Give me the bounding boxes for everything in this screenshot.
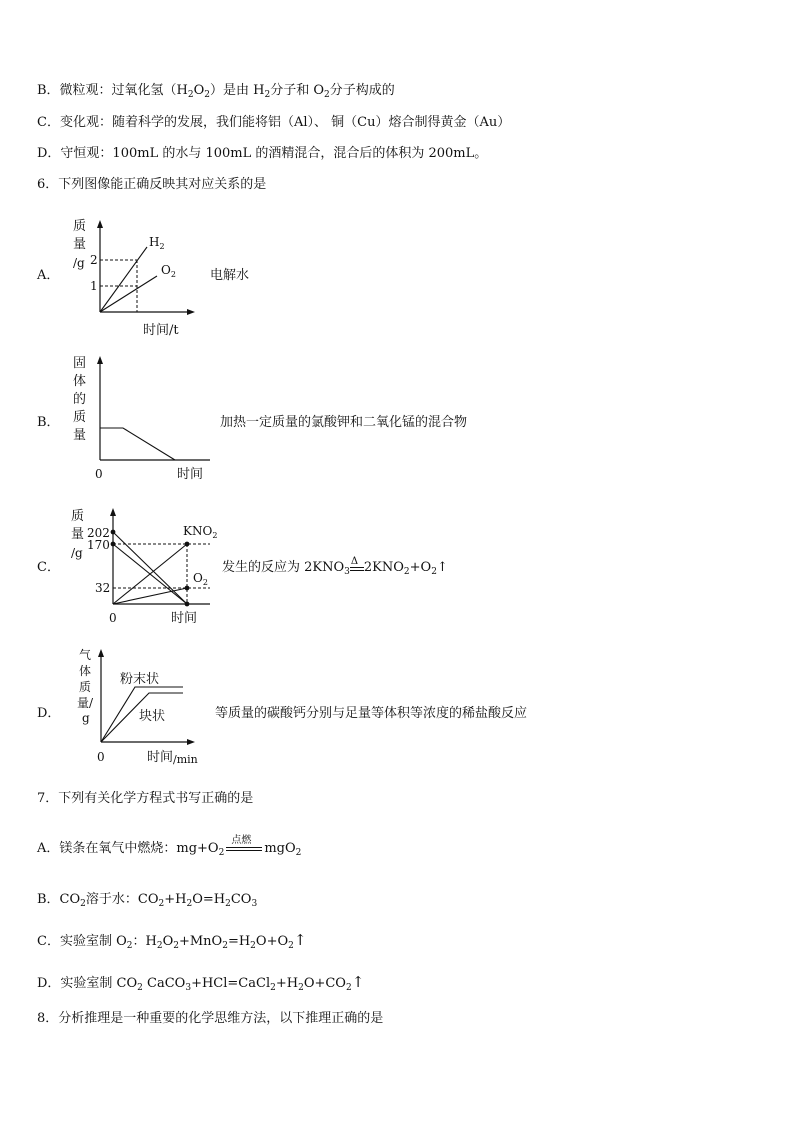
graph-c-tick-170: 170 — [87, 538, 110, 552]
graph-c-tick-202: 202 — [87, 526, 110, 540]
graph-d-y-arrow — [98, 649, 104, 657]
q7-option-d: D．实验室制 $CO_2$ $CaCO_3+HCl=CaCl_2+H_2O+CO_2↑$ — [37, 973, 365, 993]
graph-c-xlabel: 时间 — [171, 611, 198, 626]
graph-d-powder-label: 粉末状 — [120, 672, 160, 687]
q5-option-b: B．微粒观：过氧化氢$(H_2O_2)$是由 $H_2$分子和 $O_2$分子构成的 — [37, 83, 395, 100]
graph-d-origin: 0 — [97, 750, 105, 764]
graph-c-ylabel-1: 质 — [71, 509, 85, 524]
q8-stem: 8．分析推理是一种重要的化学思维方法，以下推理正确的是 — [37, 1011, 384, 1026]
graph-c-point-kno2 — [185, 542, 190, 547]
graph-b-origin: 0 — [95, 467, 103, 481]
graph-a-h2-label: $H_2$ — [149, 235, 165, 251]
q6-graph-a — [65, 212, 205, 340]
q7-option-c: C．实验室制 $O_2$：$H_2O_2+MnO_2=H_2O+O_2↑$ — [37, 931, 307, 951]
graph-c-y-arrow — [110, 508, 116, 516]
q7-stem: 7．下列有关化学方程式书写正确的是 — [37, 791, 254, 806]
graph-a-o2-line — [100, 276, 157, 312]
q6-option-d-desc: 等质量的碳酸钙分别与足量等体积等浓度的稀盐酸反应 — [215, 706, 528, 721]
q7-option-a: A．镁条在氧气中燃烧：$mg+O_2$ 点燃 mgO$_2$ — [37, 834, 302, 858]
graph-b-curve — [100, 428, 175, 460]
graph-c-ylabel-3: /g — [71, 546, 83, 560]
q7-option-b: B．$CO_2$溶于水：$CO_2+H_2O=H_2CO_3$ — [37, 892, 258, 909]
q5-option-c: C．变化观：随着科学的发展，我们能将铝（Al）、 铜（Cu）熔合制得黄金（Au） — [37, 115, 511, 130]
graph-a-tick-2: 2 — [90, 253, 98, 267]
q6-stem: 6．下列图像能正确反映其对应关系的是 — [37, 177, 267, 192]
graph-c-point-170 — [111, 542, 116, 547]
graph-a-y-arrow — [97, 220, 103, 228]
graph-d-block-label: 块状 — [139, 709, 166, 724]
graph-b-y-arrow — [97, 356, 103, 364]
q6-graph-b — [65, 350, 225, 485]
q6-option-c-desc: 发生的反应为 $2KNO_3$ Δ $2KNO_2+O_2↑$ — [222, 556, 448, 577]
graph-c-solid-line — [113, 532, 187, 604]
graph-d-ylabel-5: g — [82, 711, 90, 725]
q5-option-d: D．守恒观：100mL 的水与 100mL 的酒精混合，混合后的体积为 200mL。 — [37, 146, 488, 161]
graph-a-xlabel: 时间/t — [143, 323, 179, 338]
graph-a-x-arrow — [187, 309, 195, 315]
graph-c-o2-label: $O_2$ — [193, 571, 208, 587]
graph-a-ylabel-2: 量 — [73, 237, 87, 252]
graph-c-kno2-label: $KNO_2$ — [183, 524, 218, 540]
graph-a-tick-1: 1 — [90, 279, 98, 293]
q6-option-a-desc: 电解水 — [210, 268, 250, 283]
graph-b-xlabel: 时间 — [177, 467, 204, 482]
graph-c-ylabel-2: 量 — [71, 527, 85, 542]
graph-d-ylabel-3: 质 — [79, 680, 92, 694]
q6-option-d-label: D． — [37, 706, 61, 721]
graph-d-ylabel-1: 气 — [79, 648, 92, 662]
q6-option-a-label: A． — [37, 268, 60, 283]
graph-d-ylabel-4: 量/ — [77, 696, 94, 710]
graph-c-point-202 — [111, 530, 116, 535]
graph-c-point-o2 — [185, 586, 190, 591]
graph-a-o2-label: $O_2$ — [161, 263, 176, 279]
graph-d-ylabel-2: 体 — [79, 664, 92, 678]
graph-c-point-end — [185, 602, 190, 607]
graph-c-tick-32: 32 — [95, 581, 111, 595]
q6-option-b-desc: 加热一定质量的氯酸钾和二氧化锰的混合物 — [220, 415, 468, 430]
graph-c-o2-line — [113, 588, 187, 604]
graph-d-x-arrow — [187, 739, 195, 745]
graph-a-ylabel-1: 质 — [73, 219, 87, 234]
graph-a-h2-line — [100, 247, 147, 312]
graph-b-ylabel-1: 固 — [73, 356, 87, 371]
graph-a-ylabel-3: /g — [73, 256, 85, 270]
q6-option-b-label: B． — [37, 415, 60, 430]
q6-option-c-label: C． — [37, 560, 60, 575]
graph-c-origin: 0 — [109, 611, 117, 625]
graph-b-ylabel-4: 质 — [73, 410, 87, 425]
graph-b-ylabel-3: 的 — [73, 392, 87, 407]
q6-graph-c — [65, 502, 220, 630]
graph-b-ylabel-5: 量 — [73, 428, 87, 443]
graph-b-ylabel-2: 体 — [73, 374, 87, 389]
q6-graph-d — [65, 645, 215, 770]
graph-d-xlabel: 时间/min — [147, 750, 198, 766]
